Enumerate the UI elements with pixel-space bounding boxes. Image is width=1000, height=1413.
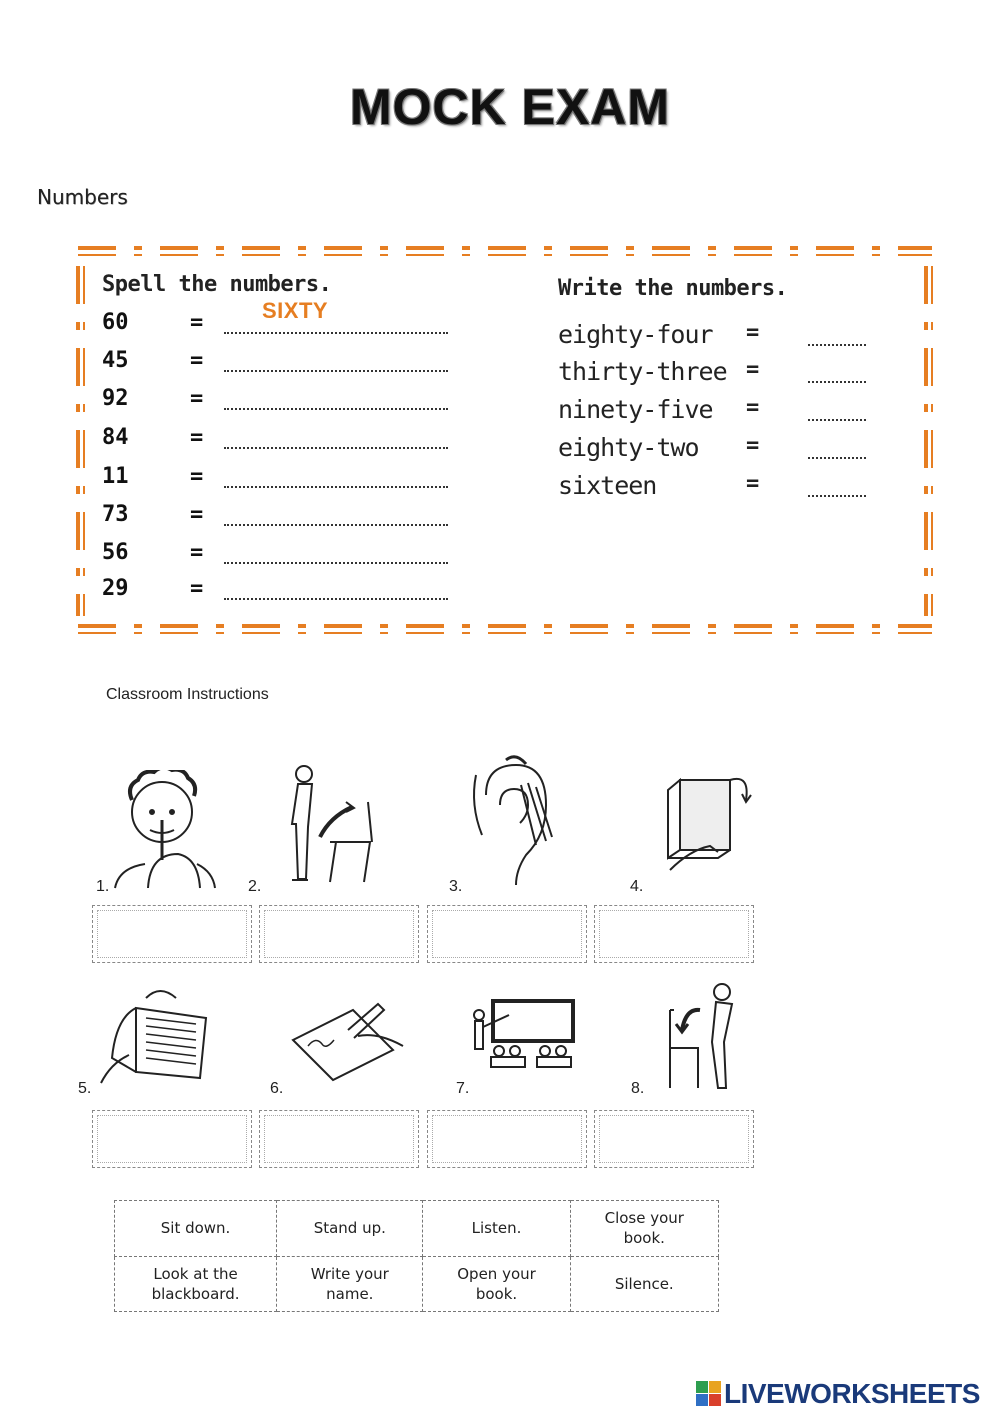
spell-number: 56 [102,540,129,565]
answer-line[interactable] [224,408,448,410]
picture-number: 1. [96,878,110,895]
write-row [558,433,878,469]
word-bank [114,1200,719,1312]
write-heading: Write the numbers. [558,276,788,301]
picture-number: 8. [631,1080,645,1097]
equals-sign: = [190,348,204,373]
equals-sign: = [190,502,204,527]
answer-line[interactable] [808,495,866,497]
equals-sign: = [190,540,204,565]
spell-row [102,502,452,534]
equals-sign: = [190,464,204,489]
logo-text: LIVEWORKSHEETS [724,1378,980,1409]
spell-number: 11 [102,464,129,489]
close-book-icon [660,770,760,880]
answer-line[interactable] [808,419,866,421]
equals-sign: = [190,425,204,450]
listen-ear-icon [466,755,556,890]
answer-box-4[interactable] [594,905,754,963]
spell-number: 73 [102,502,129,527]
word-bank-item[interactable]: Silence. [570,1256,718,1312]
picture-number: 7. [456,1080,470,1097]
equals-sign: = [746,357,760,382]
picture-number: 2. [248,878,262,895]
page-title: MOCK EXAM [349,79,671,135]
equals-sign: = [190,310,204,335]
sit-down-icon [660,980,750,1092]
picture-number: 6. [270,1080,284,1097]
spell-row [102,576,452,608]
equals-sign: = [746,433,760,458]
spell-row [102,425,452,457]
answer-box-2[interactable] [259,905,419,963]
spell-row [102,540,452,572]
answer-line[interactable] [808,381,866,383]
answer-text[interactable]: SIXTY [262,298,329,323]
answer-line[interactable] [224,370,448,372]
answer-line[interactable] [224,562,448,564]
word-bank-item[interactable]: Write your name. [277,1256,423,1312]
answer-box-8[interactable] [594,1110,754,1168]
write-row [558,395,878,431]
section-heading-numbers: Numbers [37,185,128,209]
spell-number: 84 [102,425,129,450]
spell-row [102,298,452,342]
spell-number: 92 [102,386,129,411]
answer-line[interactable] [224,447,448,449]
number-word: sixteen [558,471,657,500]
write-name-icon [288,1000,408,1090]
write-row [558,471,878,507]
picture-number: 5. [78,1080,92,1097]
number-word: eighty-two [558,433,699,462]
blackboard-icon [465,995,585,1080]
stand-up-icon [280,762,380,887]
answer-line[interactable] [808,457,866,459]
answer-box-6[interactable] [259,1110,419,1168]
liveworksheets-badge-icon [696,1381,722,1407]
answer-line[interactable] [224,332,448,334]
answer-box-7[interactable] [427,1110,587,1168]
word-bank-item[interactable]: Close your book. [570,1201,718,1257]
equals-sign: = [190,386,204,411]
spell-number: 60 [102,310,129,335]
spell-row [102,386,452,418]
answer-box-3[interactable] [427,905,587,963]
numbers-box [68,238,940,648]
answer-line[interactable] [808,344,866,346]
word-bank-item[interactable]: Sit down. [115,1201,277,1257]
answer-box-1[interactable] [92,905,252,963]
spell-row [102,464,452,496]
spell-heading: Spell the numbers. [102,272,332,297]
word-bank-item[interactable]: Stand up. [277,1201,423,1257]
open-book-icon [96,988,216,1088]
write-row [558,320,878,356]
silence-boy-icon [110,770,220,890]
answer-line[interactable] [224,524,448,526]
answer-box-5[interactable] [92,1110,252,1168]
picture-number: 4. [630,878,644,895]
spell-number: 29 [102,576,129,601]
spell-number: 45 [102,348,129,373]
spell-row [102,348,452,380]
word-bank-item[interactable]: Look at the blackboard. [115,1256,277,1312]
number-word: ninety-five [558,395,713,424]
equals-sign: = [746,320,760,345]
number-word: eighty-four [558,320,713,349]
answer-line[interactable] [224,598,448,600]
section-heading-classroom: Classroom Instructions [106,686,269,703]
picture-number: 3. [449,878,463,895]
word-bank-item[interactable]: Open your book. [423,1256,570,1312]
number-word: thirty-three [558,357,727,386]
write-row [558,357,878,393]
answer-line[interactable] [224,486,448,488]
equals-sign: = [746,471,760,496]
equals-sign: = [190,576,204,601]
word-bank-item[interactable]: Listen. [423,1201,570,1257]
equals-sign: = [746,395,760,420]
